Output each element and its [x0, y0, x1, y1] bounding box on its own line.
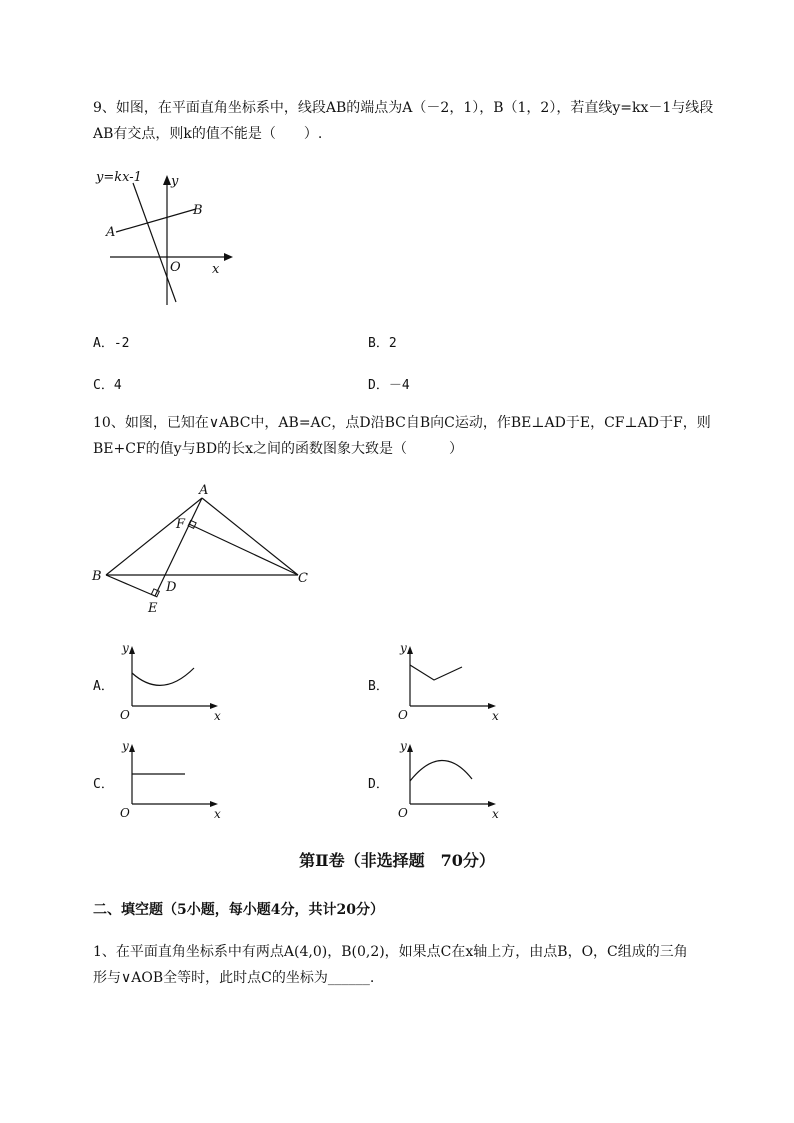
q10-d-x-label: x [492, 807, 499, 821]
q10-c-y-arrow [129, 744, 135, 752]
q10-b-x-label: x [492, 709, 499, 723]
q9-point-a-label: A [106, 225, 116, 240]
q10-c-x-label: x [214, 807, 221, 821]
q10-option-a-graph[interactable] [114, 638, 226, 724]
q9-segment-ab [116, 209, 196, 232]
fill1-line1: 1、在平面直角坐标系中有两点A(4,0)，B(0,2)，如果点C在x轴上方，由点B，O，C组成的三角 [93, 944, 688, 960]
q10-option-b-label[interactable]: B． [368, 679, 389, 694]
q10-b-y-label: y [400, 641, 407, 655]
q10-option-c-label[interactable]: C． [93, 777, 114, 792]
q9-line2: AB有交点，则k的值不能是（ ）. [93, 126, 323, 142]
q10-option-b-graph[interactable] [392, 638, 504, 724]
q10-d-curve [410, 760, 472, 781]
q10-segment-be [106, 575, 155, 596]
q9-x-label: x [212, 262, 220, 277]
q10-segment-ae [155, 498, 202, 596]
part2-title: 第Ⅱ卷（非选择题 70分） [299, 851, 495, 870]
q10-d-y-label: y [400, 739, 407, 753]
q10-d-y-arrow [407, 744, 413, 752]
q10-c-y-label: y [122, 739, 129, 753]
q10-a-y-label: y [122, 641, 129, 655]
q10-point-f-label: F [176, 517, 186, 532]
q10-a-origin-label: O [120, 708, 130, 722]
q10-b-origin-label: O [398, 708, 408, 722]
q9-option-a[interactable]: A．-2 [93, 336, 130, 351]
q10-a-x-label: x [214, 709, 221, 723]
q10-point-c-label: C [298, 571, 308, 586]
q9-origin-label: O [170, 260, 181, 275]
q10-triangle-figure [88, 478, 318, 618]
q10-point-d-label: D [166, 580, 177, 595]
q9-y-label: y [171, 174, 179, 189]
q10-a-y-arrow [129, 646, 135, 654]
q9-line-kx [133, 183, 176, 302]
q10-point-b-label: B [92, 569, 102, 584]
q9-option-b[interactable]: B．2 [368, 336, 397, 351]
q10-d-origin-label: O [398, 806, 408, 820]
fill1-line2: 形与∨AOB全等时，此时点C的坐标为______. [93, 970, 375, 986]
q10-point-a-label: A [199, 483, 209, 498]
q9-point-b-label: B [193, 203, 203, 218]
section2-heading: 二、填空题（5小题，每小题4分，共计20分） [93, 902, 384, 918]
q10-option-a-label[interactable]: A． [93, 679, 114, 694]
q10-option-c-graph[interactable] [114, 736, 226, 822]
q10-b-y-arrow [407, 646, 413, 654]
q9-line-label: y=kx-1 [96, 170, 142, 185]
q10-c-origin-label: O [120, 806, 130, 820]
q10-side-ab [106, 498, 202, 575]
q10-point-e-label: E [148, 601, 158, 616]
q10-option-d-graph[interactable] [392, 736, 504, 822]
q10-line2: BE+CF的值y与BD的长x之间的函数图象大致是（ ） [93, 441, 463, 457]
q10-a-curve [132, 668, 194, 685]
q10-line1: 10、如图，已知在∨ABC中，AB=AC，点D沿BC自B向C运动，作BE⊥AD于E，CF⊥AD于F，则 [93, 415, 711, 431]
q9-figure [88, 165, 238, 315]
q10-option-d-label[interactable]: D． [368, 777, 389, 792]
q9-x-arrow [224, 253, 233, 261]
q9-option-c[interactable]: C．4 [93, 378, 122, 393]
q9-option-d[interactable]: D．－4 [368, 378, 410, 393]
q9-y-arrow [163, 175, 171, 185]
q9-line1: 9、如图，在平面直角坐标系中，线段AB的端点为A（－2，1），B（1，2），若直线y=kx－1与线段 [93, 100, 714, 116]
q10-b-curve [410, 665, 462, 680]
